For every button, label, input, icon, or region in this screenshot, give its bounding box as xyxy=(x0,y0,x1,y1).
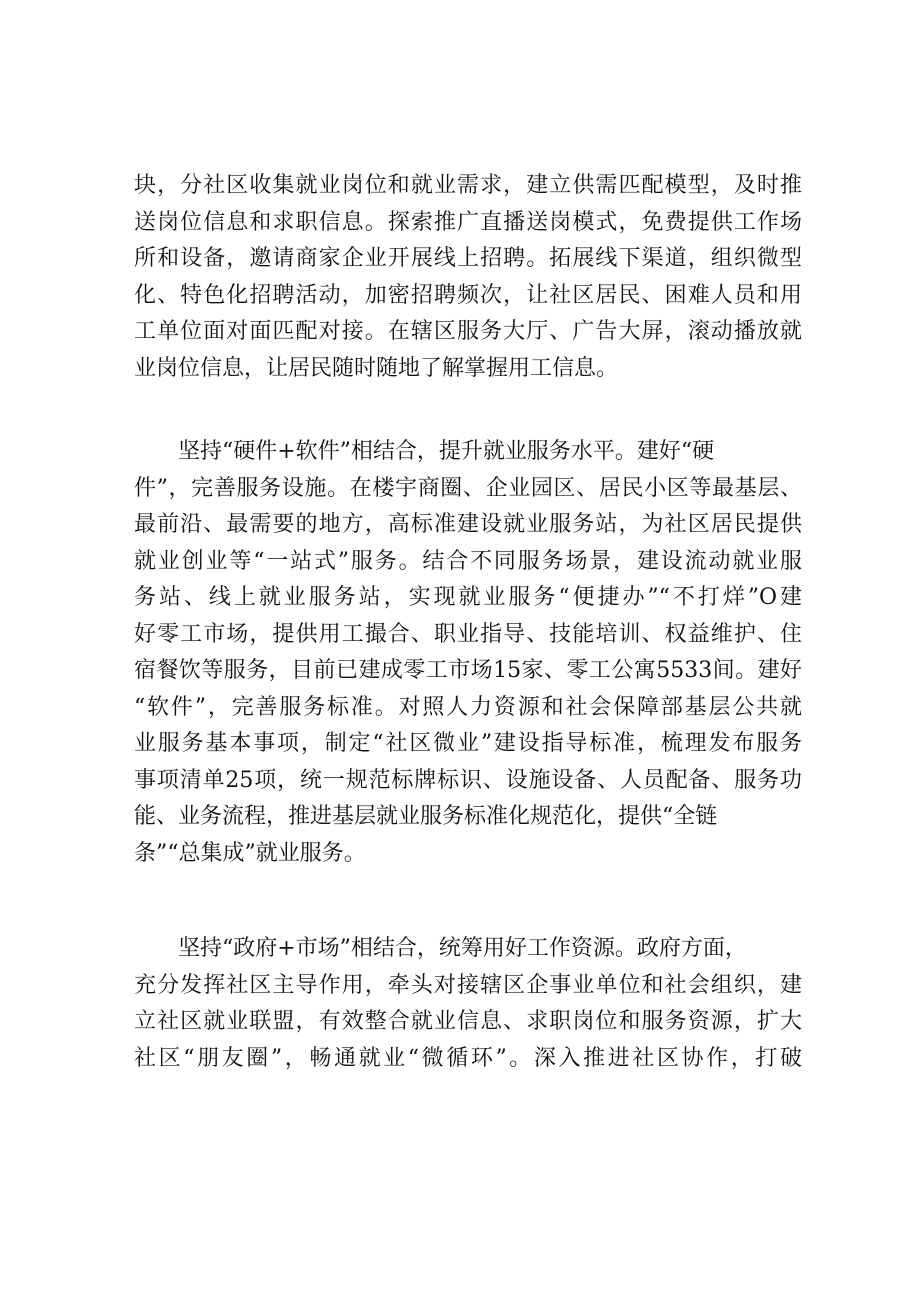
paragraph-line: 充分发挥社区主导作用，牵头对接辖区企事业单位和社会组织，建 xyxy=(134,972,802,998)
paragraph-line: 块，分社区收集就业岗位和就业需求，建立供需匹配模型，及时推 xyxy=(134,173,802,198)
paragraph-line: 社区“朋友圈”，畅通就业“微循环”。深入推进社区协作，打破 xyxy=(134,1045,802,1071)
paragraph-line: 就业创业等“一站式”服务。结合不同服务场景，建设流动就业服 xyxy=(134,548,802,574)
paragraph-line: 立社区就业联盟，有效整合就业信息、求职岗位和服务资源，扩大 xyxy=(134,1009,802,1034)
paragraph-line: 所和设备，邀请商家企业开展线上招聘。拓展线下渠道，组织微型 xyxy=(134,246,802,271)
paragraph-3 xyxy=(134,931,802,1077)
paragraph-line: 件”，完善服务设施。在楼宇商圈、企业园区、居民小区等最基层、 xyxy=(134,475,802,501)
paragraph-line: 事项清单25项，统一规范标牌标识、设施设备、人员配备、服务功 xyxy=(134,767,802,793)
paragraph-line: 坚持“硬件+软件”相结合，提升就业服务水平。建好“硬 xyxy=(134,439,715,464)
paragraph-line: 坚持“政府+市场”相结合，统筹用好工作资源。政府方面， xyxy=(134,936,747,961)
paragraph-2 xyxy=(134,434,802,872)
paragraph-line: 最前沿、最需要的地方，高标准建设就业服务站，为社区居民提供 xyxy=(134,512,802,537)
paragraph-line: 好零工市场，提供用工撮合、职业指导、技能培训、权益维护、住 xyxy=(134,621,802,647)
paragraph-line: “软件”，完善服务标准。对照人力资源和社会保障部基层公共就 xyxy=(134,694,802,720)
paragraph-line: 宿餐饮等服务，目前已建成零工市场15家、零工公寓5533间。建好 xyxy=(134,658,802,683)
paragraph-line: 工单位面对面匹配对接。在辖区服务大厅、广告大屏，滚动播放就 xyxy=(134,319,802,344)
paragraph-line: 化、特色化招聘活动，加密招聘频次，让社区居民、困难人员和用 xyxy=(134,282,802,308)
paragraph-line: 业服务基本事项，制定“社区微业”建设指导标准，梳理发布服务 xyxy=(134,731,802,756)
paragraph-1 xyxy=(134,168,802,387)
paragraph-line: 条”“总集成”就业服务。 xyxy=(134,840,366,866)
paragraph-line: 务站、线上就业服务站，实现就业服务“便捷办”“不打烊”O建 xyxy=(134,585,802,610)
paragraph-line: 能、业务流程，推进基层就业服务标准化规范化，提供“全链 xyxy=(134,804,718,829)
paragraph-line: 送岗位信息和求职信息。探索推广直播送岗模式，免费提供工作场 xyxy=(134,209,802,235)
paragraph-line: 业岗位信息，让居民随时随地了解掌握用工信息。 xyxy=(134,355,619,381)
